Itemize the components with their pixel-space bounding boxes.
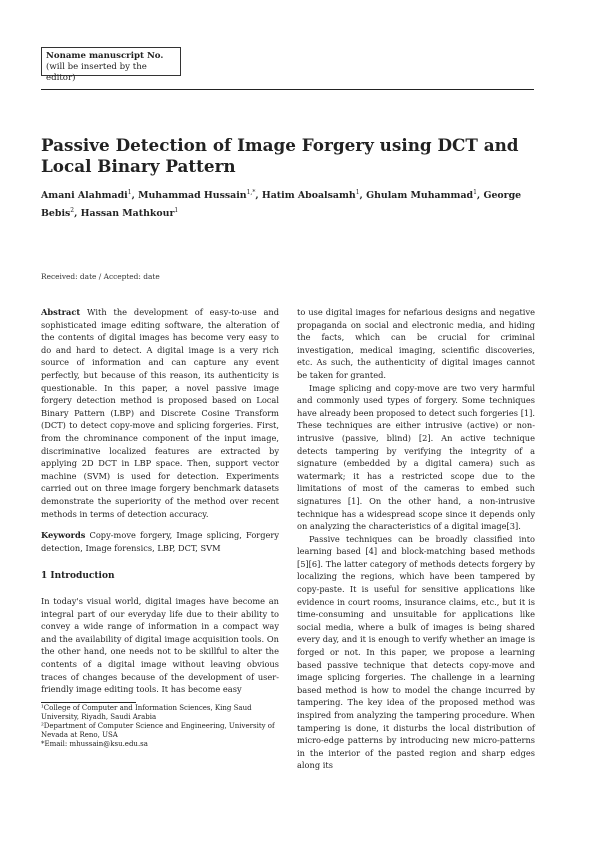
author-affiliation-mark: 2: [70, 207, 75, 215]
footnotes: [41, 704, 281, 749]
section-heading-introduction: 1 Introduction: [41, 571, 115, 581]
footnote-rule: [41, 702, 136, 703]
paper-title: Passive Detection of Image Forgery using DCT and Local Binary Pattern: [41, 135, 519, 176]
footnote-email: *Email: mhussain@ksu.edu.sa: [41, 740, 148, 748]
author-name: George Bebis: [41, 190, 522, 220]
received-accepted-dates: Received: date / Accepted: date: [41, 272, 160, 281]
author-name: Muhammad Hussain: [138, 190, 247, 202]
keywords-heading: Keywords: [41, 530, 86, 541]
manuscript-header-box: [41, 47, 181, 83]
body-paragraph: Image splicing and copy-move are two very harmful and commonly used types of forgery. Some techniques have already been proposed to detect such forgeries [1]. These techniques are either intrusive (active) or non-intrusive (passive, blind) [2]. An active technique detects tampering by verifying the integrity of a signature (embedded by a digital camera) such as watermark; it has a restricted scope due to the limitations of most of the cameras to embed such signatures [1]. On the other hand, a non-intrusive technique has a widespread scope since it depends only on analyzing the characteristics of a digital image[3].: [297, 382, 535, 532]
author-affiliation-mark: 1: [127, 189, 132, 196]
editor-note: (will be inserted by the editor): [46, 62, 147, 83]
author-name: Amani Alahmadi: [41, 190, 128, 202]
abstract-block: [41, 306, 279, 554]
author-name: Hassan Mathkour: [80, 208, 175, 220]
author-affiliation-mark: 1: [473, 189, 477, 196]
keywords-text: Copy-move forgery, Image splicing, Forgery detection, Image forensics, LBP, DCT, SVM: [41, 530, 279, 553]
introduction-paragraph: In today's visual world, digital images have become an integral part of our everyday life due to their ability to convey a wide range of information in a compact way and the availability of digital image acquisition tools. On the other hand, one needs not to be skillful to alter the contents of a digital image without leaving obvious traces of changes because of the development of user-friendly image editing tools. It has become easy: [41, 596, 279, 695]
author-name: Hatim Aboalsamh: [261, 190, 356, 202]
abstract-text: With the development of easy-to-use and sophisticated image editing software, the alteration of the contents of digital images has become very easy to do and hard to detect. A digital image is a very rich source of information and can capture any event perfectly, but because of this reason, its authenticity is questionable. In this paper, a novel passive image forgery detection method is proposed based on Local Binary Pattern (LBP) and Discrete Cosine Transform (DCT) to detect copy-move and splicing forgeries. First, from the chrominance component of the input image, discriminative localized features are extracted by applying 2D DCT in LBP space. Then, support vector machine (SVM) is used for detection. Experiments carried out on three image forgery benchmark datasets demonstrate the superiority of the method over recent methods in terms of detection accuracy.: [41, 307, 280, 519]
author-list: Amani Alahmadi$^1$, Muhammad Hussain$^{1,*}$, Hatim Aboalsamh$^1$, Ghulam Muhammad$^1$, George Bebis$^2$, Hassan Mathkour$^1$: [41, 189, 522, 220]
manuscript-number: Noname manuscript No.: [46, 51, 164, 61]
footnote-affiliation-1: ¹College of Computer and Information Sciences, King Saud University, Riyadh, Saudi Arabia: [41, 704, 252, 721]
author-name: Ghulam Muhammad: [366, 190, 474, 202]
body-paragraph: Passive techniques can be broadly classified into learning based [4] and block-matching based methods [5][6]. The latter category of methods detects forgery by localizing the regions, which have been tampered by copy-paste. It is useful for sensitive applications like evidence in court rooms, insurance claims, etc., but it is time-consuming and unsuitable for applications like social media, where a bulk of images is being shared every day, and it is enough to verify whether an image is forged or not. In this paper, we propose a learning based passive technique that detects copy-move and image splicing forgeries. The challenge in a learning based method is how to model the change incurred by tampering. The key idea of the proposed method was inspired from analyzing the tampering procedure. When tampering is done, it disturbs the local distribution of micro-edge patterns by introducing new micro-patterns in the interior of the pasted region and sharp edges along its: [297, 533, 535, 771]
author-affiliation-mark: 1: [174, 207, 179, 215]
right-column-body: [297, 306, 535, 772]
body-paragraph: to use digital images for nefarious designs and negative propaganda on social and electronic media, and hiding the facts, which can be crucial for criminal investigation, medical imaging, scientific discoveries, etc. As such, the authenticity of digital images cannot be taken for granted.: [297, 307, 535, 380]
footnote-affiliation-2: ²Department of Computer Science and Engineering, University of Nevada at Reno, USA: [41, 722, 275, 739]
abstract-heading: Abstract: [41, 307, 81, 317]
author-affiliation-mark: 1,*: [246, 189, 256, 196]
header-rule: [41, 89, 534, 90]
author-affiliation-mark: 1: [355, 189, 360, 196]
